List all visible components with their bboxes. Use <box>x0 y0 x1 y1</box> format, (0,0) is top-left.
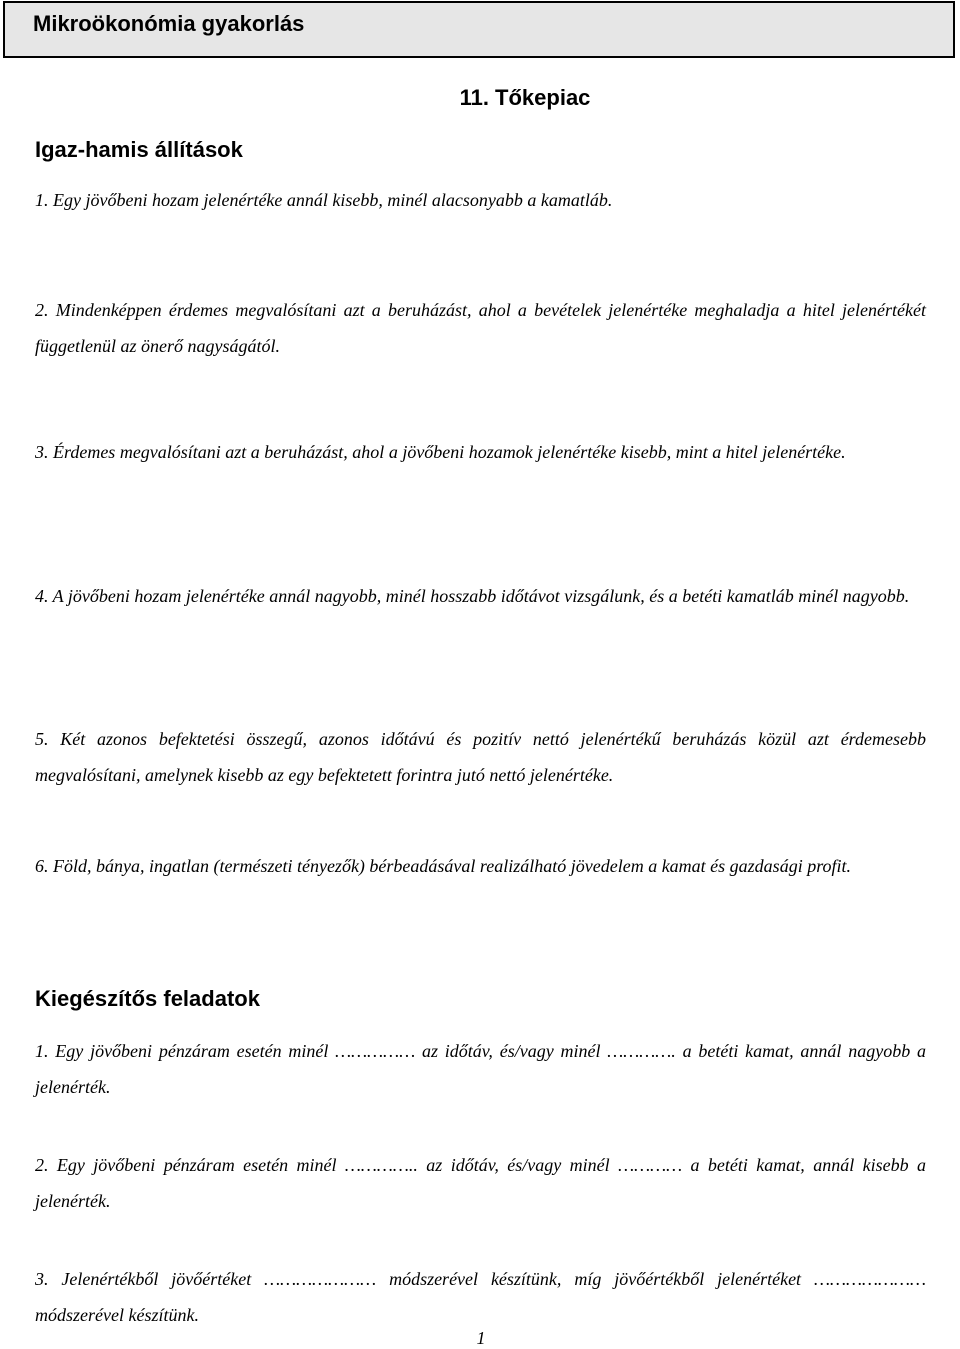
document-header-title: Mikroökonómia gyakorlás <box>33 11 305 36</box>
completion-item-2: 2. Egy jövőbeni pénzáram esetén minél ………….. az időtáv, és/vagy minél ………… a betéti kamat, annál kisebb a jelenérték. <box>35 1155 926 1211</box>
completion-item-3: 3. Jelenértékből jövőértéket ………………… módszerével készítünk, míg jövőértékből jelenértéket ………………… módszerével készítünk. <box>35 1269 926 1325</box>
page-number-text: 1 <box>476 1328 486 1348</box>
page-number <box>0 1327 960 1349</box>
true-false-item-4: 4. A jövőbeni hozam jelenértéke annál nagyobb, minél hosszabb időtávot vizsgálunk, és a betéti kamatláb minél nagyobb. <box>35 586 910 606</box>
completion-item-1: 1. Egy jövőbeni pénzáram esetén minél …………… az időtáv, és/vagy minél …………. a betéti kamat, annál nagyobb a jelenérték. <box>35 1041 926 1097</box>
true-false-item-6: 6. Föld, bánya, ingatlan (természeti tényezők) bérbeadásával realizálható jövedelem a kamat és gazdasági profit. <box>35 856 852 876</box>
completion-section-title: Kiegészítős feladatok <box>35 986 260 1011</box>
true-false-section-title: Igaz-hamis állítások <box>35 137 243 162</box>
true-false-item-1: 1. Egy jövőbeni hozam jelenértéke annál kisebb, minél alacsonyabb a kamatláb. <box>35 190 613 210</box>
true-false-item-5: 5. Két azonos befektetési összegű, azonos időtávú és pozitív nettó jelenértékű beruházás közül azt érdemesebb megvalósítani, amelynek kisebb az egy befektetett forintra jutó nettó jelenértéke. <box>35 729 926 785</box>
chapter-title-text: 11. Tőkepiac <box>459 85 591 110</box>
true-false-item-3: 3. Érdemes megvalósítani azt a beruházást, ahol a jövőbeni hozamok jelenértéke kisebb, mint a hitel jelenértéke. <box>35 442 846 462</box>
true-false-item-2: 2. Mindenképpen érdemes megvalósítani azt a beruházást, ahol a bevételek jelenértéke meghaladja a hitel jelenértékét függetlenül az önerő nagyságától. <box>35 300 926 356</box>
chapter-title <box>0 84 960 112</box>
